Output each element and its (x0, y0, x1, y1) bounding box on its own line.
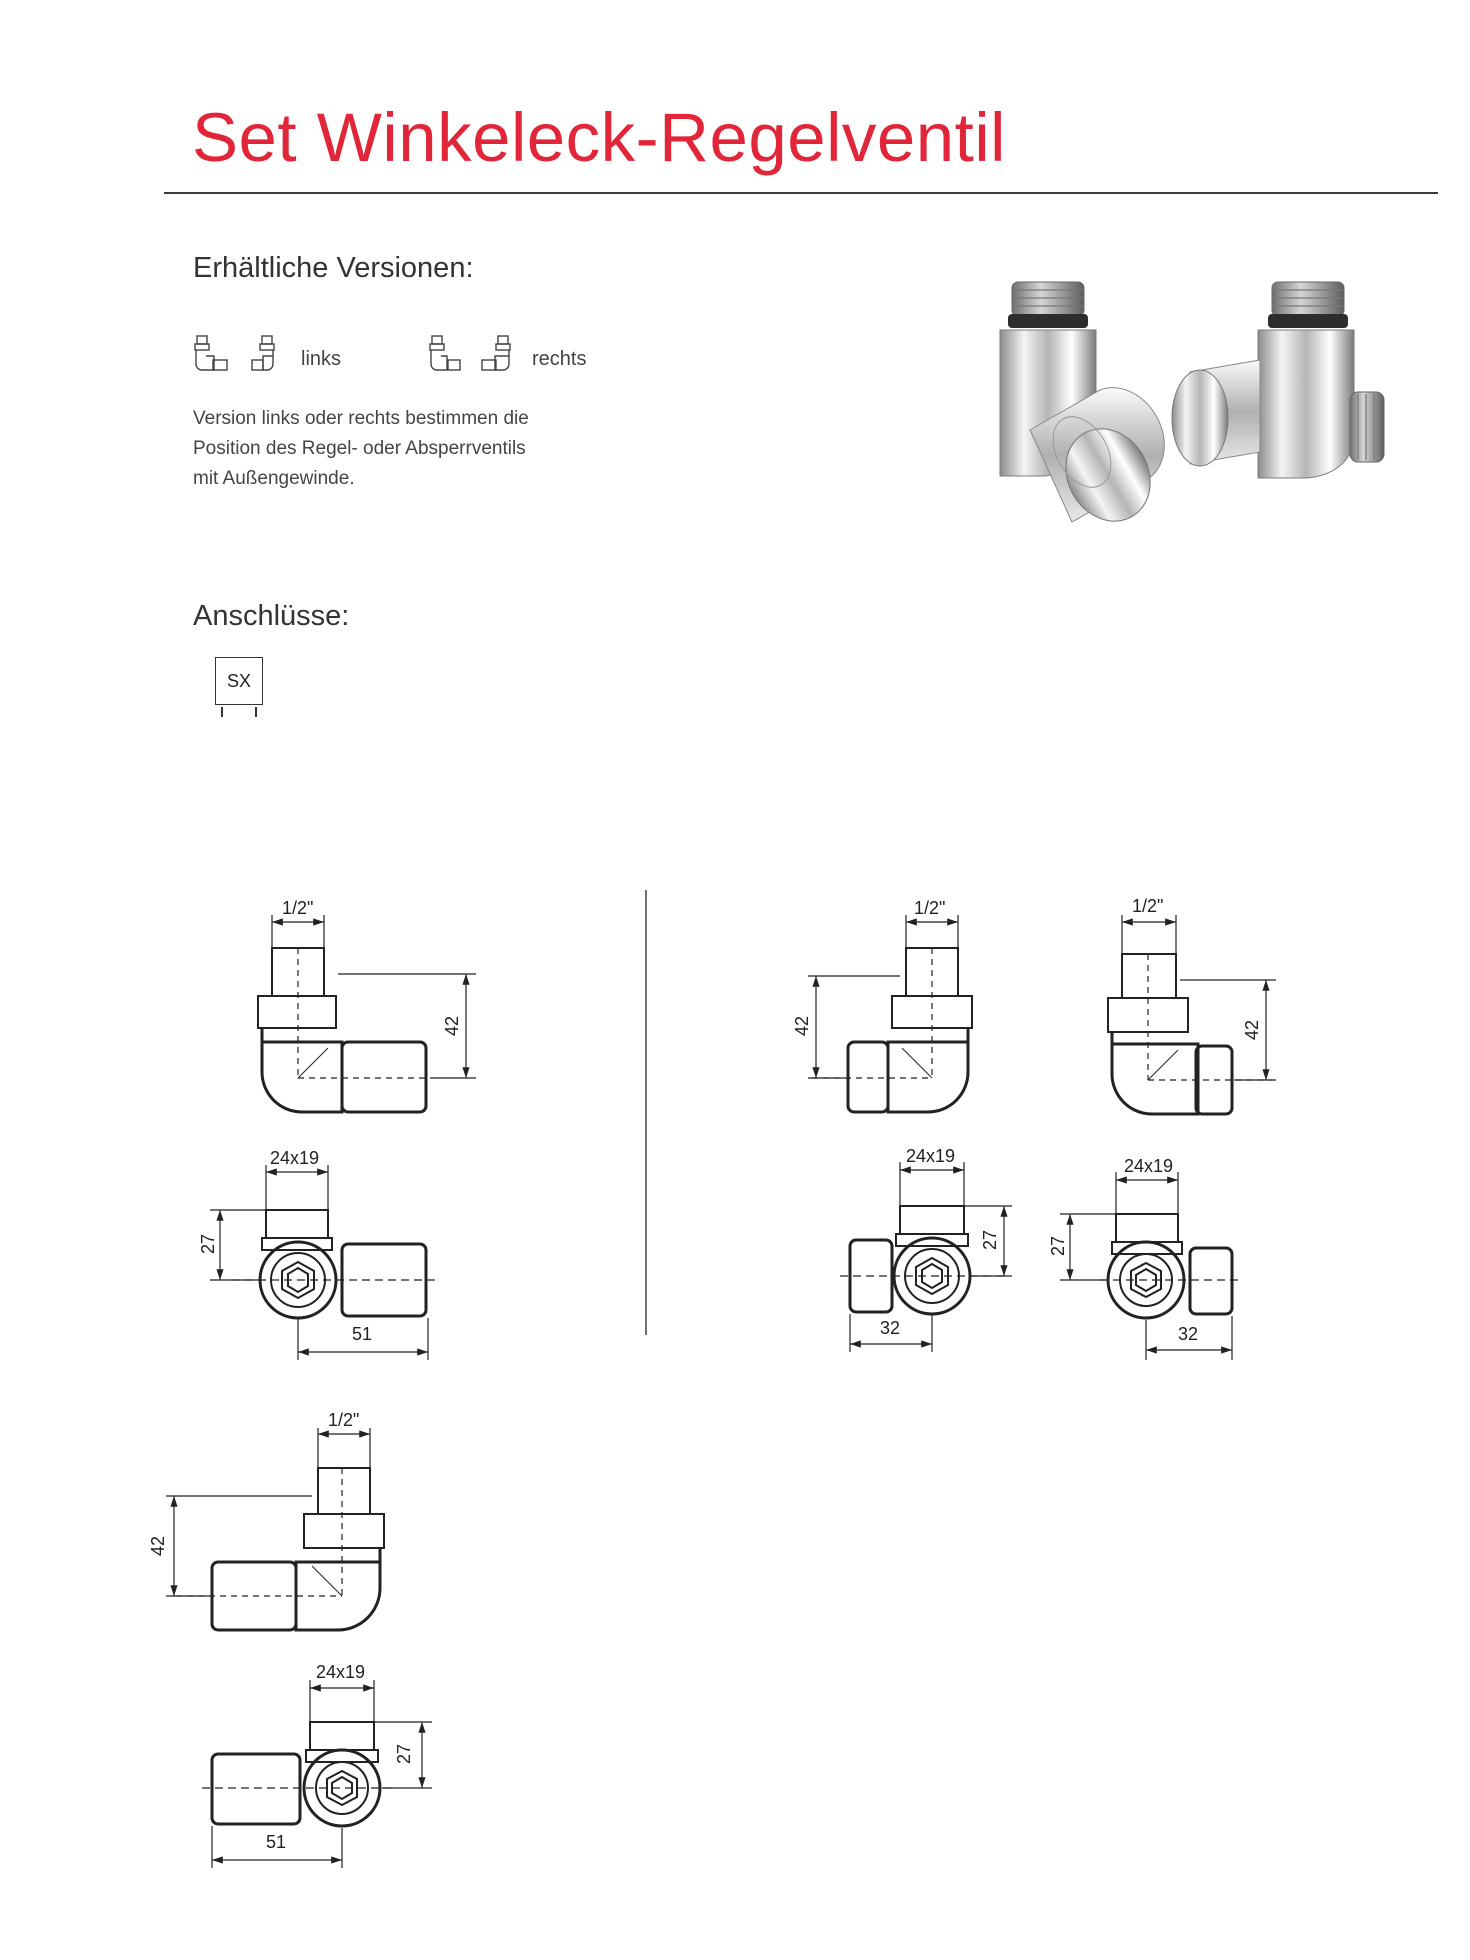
description-line: Version links oder rechts bestimmen die (193, 408, 529, 429)
dim-length-label: 51 (266, 1832, 287, 1852)
description-line: Position des Regel- oder Absperrventils (193, 438, 526, 459)
dim-right-alt-top (1060, 1172, 1232, 1360)
drawing-right-side-view (812, 948, 972, 1112)
dim-height-label: 42 (442, 1015, 462, 1036)
dim-length-label: 32 (1178, 1324, 1199, 1344)
dim-wrench-label: 24x19 (1124, 1156, 1174, 1176)
dim-depth-label: 27 (198, 1233, 218, 1254)
dim-right-top (850, 1162, 1012, 1352)
dim-height-label: 42 (1242, 1019, 1262, 1040)
dim-wrench-label: 24x19 (270, 1148, 320, 1168)
version-right-label: rechts (532, 348, 587, 370)
dim-left-alt-side (166, 1428, 370, 1596)
dim-thread-label: 1/2" (282, 898, 314, 918)
drawing-left-alt-top-view (202, 1722, 392, 1826)
dim-left-alt-top (212, 1680, 432, 1868)
drawing-right-top-view (840, 1206, 1008, 1314)
dim-wrench-label: 24x19 (906, 1146, 956, 1166)
dim-depth-label: 27 (1048, 1235, 1068, 1256)
dim-height-label: 42 (148, 1535, 168, 1556)
dim-thread-label: 1/2" (1132, 896, 1164, 916)
dim-depth-label: 27 (980, 1229, 1000, 1250)
dim-thread-label: 1/2" (914, 898, 946, 918)
sx-connection-label: SX (226, 670, 251, 691)
versions-heading: Erhältliche Versionen: (193, 252, 474, 284)
drawing-right-alt-top-view (1100, 1214, 1238, 1318)
dim-length-label: 51 (352, 1324, 373, 1344)
description-line: mit Außengewinde. (193, 468, 355, 489)
dim-height-label: 42 (792, 1015, 812, 1036)
drawing-left-side-view (258, 948, 430, 1112)
drawing-left-alt-side-view (176, 1468, 384, 1630)
dim-length-label: 32 (880, 1318, 901, 1338)
drawing-left-top-view (232, 1210, 436, 1318)
connections-heading: Anschlüsse: (193, 600, 350, 632)
dim-depth-label: 27 (394, 1743, 414, 1764)
dim-thread-label: 1/2" (328, 1410, 360, 1430)
version-left-label: links (301, 348, 342, 370)
dim-wrench-label: 24x19 (316, 1662, 366, 1682)
page-title: Set Winkeleck-Regelventil (192, 99, 1006, 176)
